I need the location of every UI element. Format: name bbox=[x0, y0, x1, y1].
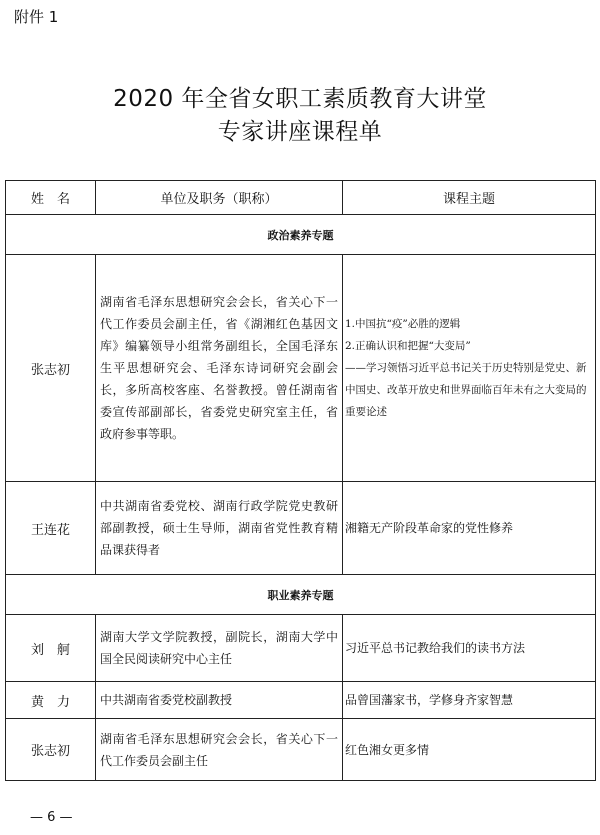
column-header-name: 姓 名 bbox=[6, 181, 96, 215]
document-subtitle: 专家讲座课程单 bbox=[217, 119, 383, 145]
course-topic: 湘籍无产阶段革命家的党性修养 bbox=[343, 482, 596, 575]
lecturer-name: 黄 力 bbox=[6, 682, 96, 719]
lecturer-name: 张志初 bbox=[6, 719, 96, 781]
table-row bbox=[6, 682, 596, 719]
table-row bbox=[6, 615, 596, 682]
lecturer-unit: 湖南大学文学院教授，副院长，湖南大学中国全民阅读研究中心主任 bbox=[96, 615, 343, 682]
section-label: 政治素养专题 bbox=[6, 215, 596, 255]
course-topic bbox=[343, 255, 596, 482]
course-topic: 习近平总书记教给我们的读书方法 bbox=[343, 615, 596, 682]
table-header-row bbox=[6, 181, 596, 215]
document-title: 2020 年全省女职工素质教育大讲堂 bbox=[113, 86, 487, 112]
course-topic: 品曾国藩家书，学修身齐家智慧 bbox=[343, 682, 596, 719]
lecturer-unit: 湖南省毛泽东思想研究会会长，省关心下一代工作委员会副主任，省《湖湘红色基因文库》编纂领导小组常务副组长，全国毛泽东生平思想研究会、毛泽东诗词研究会副会长，多所高校客座、名誉教授。曾任湖南省委宣传部副部长，省委党史研究室主任，省政府参事等职。 bbox=[96, 255, 343, 482]
lecturer-unit: 湖南省毛泽东思想研究会会长，省关心下一代工作委员会副主任 bbox=[96, 719, 343, 781]
course-table bbox=[5, 180, 596, 781]
table-row bbox=[6, 719, 596, 781]
topic-line: ——学习领悟习近平总书记关于历史特别是党史、新中国史、改革开放史和世界面临百年未有之大变局的重要论述 bbox=[345, 362, 587, 418]
section-row-professional bbox=[6, 575, 596, 615]
table-row bbox=[6, 255, 596, 482]
lecturer-name: 张志初 bbox=[6, 255, 96, 482]
lecturer-unit: 中共湖南省委党校副教授 bbox=[96, 682, 343, 719]
lecturer-unit: 中共湖南省委党校、湖南行政学院党史教研部副教授，硕士生导师，湖南省党性教育精品课获得者 bbox=[96, 482, 343, 575]
topic-line: 1.中国抗“疫”必胜的逻辑 bbox=[345, 318, 461, 330]
column-header-unit: 单位及职务（职称） bbox=[96, 181, 343, 215]
lecturer-name: 刘 舸 bbox=[6, 615, 96, 682]
attachment-label: 附件 1 bbox=[14, 8, 59, 26]
section-label: 职业素养专题 bbox=[6, 575, 596, 615]
topic-line: 2.正确认识和把握“大变局” bbox=[345, 340, 471, 352]
course-topic: 红色湘女更多情 bbox=[343, 719, 596, 781]
column-header-topic: 课程主题 bbox=[343, 181, 596, 215]
table-row bbox=[6, 482, 596, 575]
lecturer-name: 王连花 bbox=[6, 482, 96, 575]
section-row-political bbox=[6, 215, 596, 255]
page-number: — 6 — bbox=[30, 810, 73, 825]
